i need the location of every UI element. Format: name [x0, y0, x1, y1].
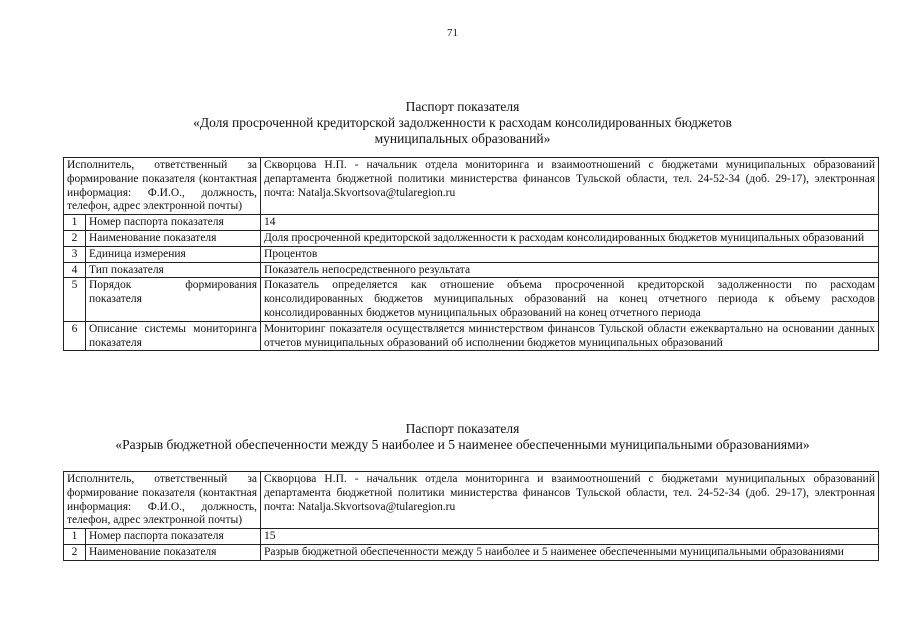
executor-value: Скворцова Н.П. - начальник отдела мониторинга и взаимоотношений с бюджетами муниципальных образований департамента бюджетной политики министерства финансов Тульской области, тел. 24-52-34 (доб. 29-17), электронная почта: Natalja.Skvortsova@tularegion.ru — [261, 158, 879, 215]
table-row — [64, 544, 879, 560]
row-label: Единица измерения — [86, 246, 261, 262]
table-row — [64, 246, 879, 262]
row-number: 1 — [64, 529, 86, 545]
row-label: Описание системы мониторинга показателя — [86, 321, 261, 351]
row-number: 1 — [64, 215, 86, 231]
row-value: 14 — [261, 215, 879, 231]
table-row — [64, 321, 879, 351]
table-row — [64, 529, 879, 545]
row-number: 2 — [64, 230, 86, 246]
row-number: 5 — [64, 278, 86, 321]
row-label: Номер паспорта показателя — [86, 529, 261, 545]
executor-row — [64, 158, 879, 215]
row-value: Мониторинг показателя осуществляется министерством финансов Тульской области ежеквартально на основании данных отчетов муниципальных образований об исполнении бюджетов муниципальных образований — [261, 321, 879, 351]
row-number: 3 — [64, 246, 86, 262]
passport-title — [40, 99, 885, 147]
row-label: Наименование показателя — [86, 230, 261, 246]
row-value: 15 — [261, 529, 879, 545]
row-value: Процентов — [261, 246, 879, 262]
row-value: Разрыв бюджетной обеспеченности между 5 наиболее и 5 наименее обеспеченными муниципальными образованиями — [261, 544, 879, 560]
passport-heading: Паспорт показателя — [405, 421, 520, 436]
row-label: Номер паспорта показателя — [86, 215, 261, 231]
executor-value: Скворцова Н.П. - начальник отдела мониторинга и взаимоотношений с бюджетами муниципальных образований департамента бюджетной политики министерства финансов Тульской области, тел. 24-52-34 (доб. 29-17), электронная почта: Natalja.Skvortsova@tularegion.ru — [261, 472, 879, 529]
row-number: 4 — [64, 262, 86, 278]
table-row — [64, 215, 879, 231]
row-value: Показатель определяется как отношение объема просроченной кредиторской задолженности по расходам консолидированных бюджетов муниципальных образований на конец отчетного периода к объему расходов консолидированных бюджетов муниципальных образований на конец отчетного периода — [261, 278, 879, 321]
table-row — [64, 262, 879, 278]
passport-subtitle-line: муниципальных образований» — [374, 131, 551, 146]
passport-table — [63, 157, 879, 351]
row-value: Доля просроченной кредиторской задолженности к расходам консолидированных бюджетов муниципальных образований — [261, 230, 879, 246]
row-label: Тип показателя — [86, 262, 261, 278]
executor-label: Исполнитель, ответственный за формирование показателя (контактная информация: Ф.И.О., должность, телефон, адрес электронной почты) — [64, 472, 261, 529]
passport-heading: Паспорт показателя — [405, 99, 520, 114]
executor-row — [64, 472, 879, 529]
row-number: 2 — [64, 544, 86, 560]
executor-label: Исполнитель, ответственный за формирование показателя (контактная информация: Ф.И.О., должность, телефон, адрес электронной почты) — [64, 158, 261, 215]
passport-subtitle-line: «Доля просроченной кредиторской задолженности к расходам консолидированных бюджетов — [193, 115, 732, 130]
page-number: 71 — [447, 27, 458, 39]
passport-table — [63, 471, 879, 561]
row-number: 6 — [64, 321, 86, 351]
table-row — [64, 230, 879, 246]
row-value: Показатель непосредственного результата — [261, 262, 879, 278]
row-label: Порядок формирования показателя — [86, 278, 261, 321]
table-row — [64, 278, 879, 321]
passport-subtitle-line: «Разрыв бюджетной обеспеченности между 5 наиболее и 5 наименее обеспеченными муниципальными образованиями» — [115, 437, 810, 452]
passport-title — [40, 421, 885, 453]
row-label: Наименование показателя — [86, 544, 261, 560]
